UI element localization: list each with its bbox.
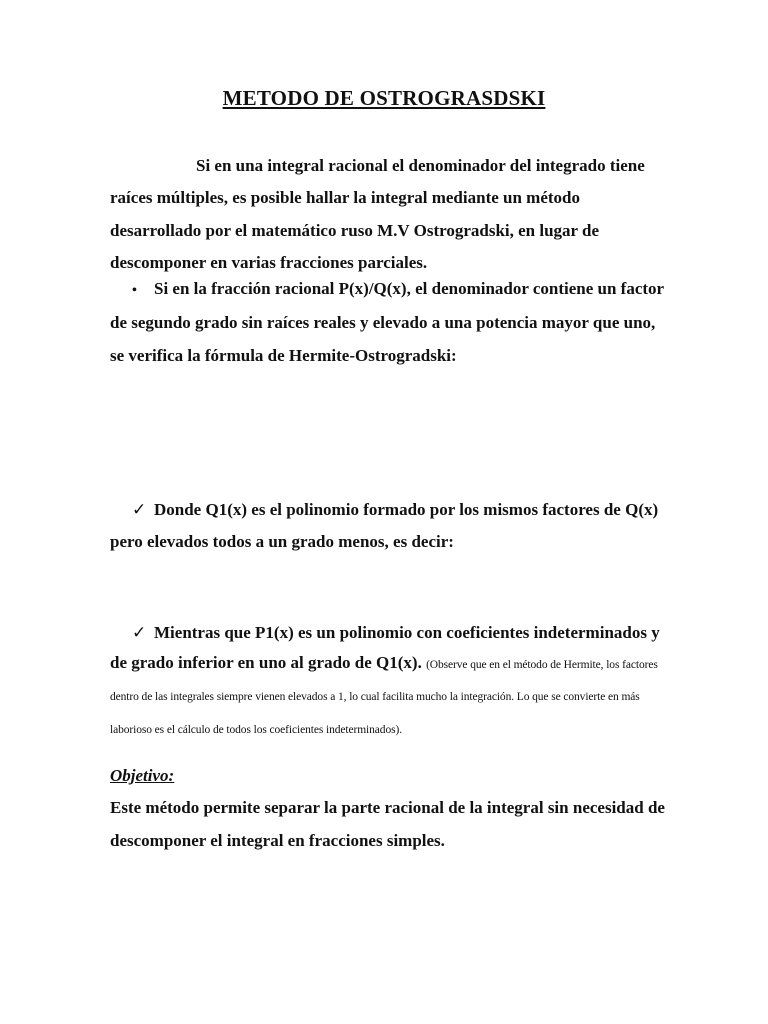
objetivo-text: Este método permite separar la parte racional de la integral sin necesidad de descomponer el integral en fracciones simples. bbox=[110, 798, 665, 850]
bullet-icon: • bbox=[132, 283, 137, 298]
check-paragraph-1 bbox=[110, 494, 670, 559]
checkmark-icon: ✓ bbox=[132, 500, 147, 519]
hermite-note: (Observe que en el método de Hermite, los factores dentro de las integrales siempre vienen elevados a 1, lo cual facilita mucho la integración. Lo que se convierte en más laborioso es el cálculo de todos los coeficientes indeterminados). bbox=[110, 658, 658, 736]
checkmark-icon: ✓ bbox=[132, 623, 147, 642]
document-title: METODO DE OSTROGRASDSKI bbox=[222, 86, 546, 110]
objetivo-label: Objetivo: bbox=[110, 766, 175, 785]
bullet-text: Si en la fracción racional P(x)/Q(x), el denominador contiene un factor de segundo grado sin raíces reales y elevado a una potencia mayor que uno, se verifica la fórmula de Hermite-Ostrogradski: bbox=[110, 279, 664, 365]
check-paragraph-2 bbox=[110, 618, 670, 745]
intro-text: Si en una integral racional el denominador del integrado tiene raíces múltiples, es posible hallar la integral mediante un método desarrollado por el matemático ruso M.V Ostrogradski, en lugar de descomponer en varias fracciones parciales. bbox=[110, 156, 645, 272]
intro-paragraph bbox=[110, 150, 670, 279]
check-text-2: Mientras que P1(x) es un polinomio con coeficientes indeterminados y de grado inferior en uno al grado de Q1(x). bbox=[110, 623, 660, 672]
bullet-paragraph bbox=[110, 273, 670, 372]
objetivo-section bbox=[110, 760, 670, 857]
check-text-1: Donde Q1(x) es el polinomio formado por los mismos factores de Q(x) pero elevados todos a un grado menos, es decir: bbox=[110, 500, 659, 552]
